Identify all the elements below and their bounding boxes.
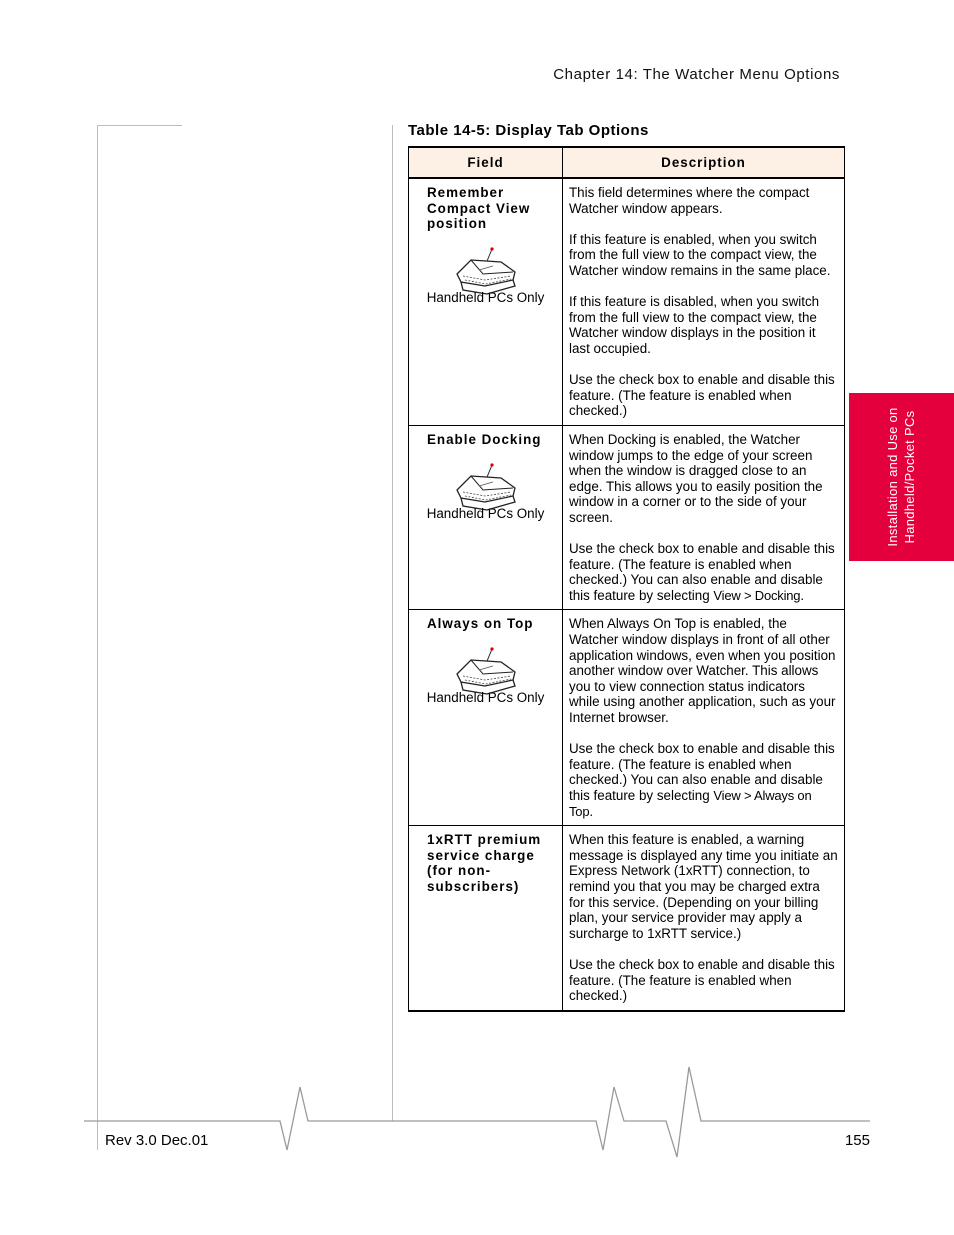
side-tab-line: Installation and Use on <box>885 407 900 547</box>
section-side-tab <box>849 393 954 561</box>
description-cell <box>563 610 845 826</box>
handheld-pc-icon <box>455 646 517 696</box>
description-paragraph: If this feature is disabled, when you switch from the full view to the compact view, the Watcher window displays in the position it last occupied. <box>569 294 820 356</box>
description-paragraph: When this feature is enabled, a warning message is displayed any time you initiate an Express Network (1xRTT) connection, to remind you that you may be charged extra for this service. (Depending on your billing plan, your service provider may apply a surcharge to 1xRTT service.) <box>569 832 838 941</box>
side-tab-label <box>884 407 918 546</box>
table-row <box>409 425 845 610</box>
footer-heartbeat-line <box>0 1060 954 1170</box>
handheld-badge <box>415 462 556 522</box>
handheld-pc-icon <box>455 246 517 296</box>
description-text: Use the check box to enable and disable this feature. (The feature is enabled when checked.) You can also enable and disable this feature by selecting <box>569 541 835 603</box>
column-header-field: Field <box>409 147 563 178</box>
table-row <box>409 610 845 826</box>
handheld-badge <box>415 646 556 706</box>
field-cell <box>409 425 563 610</box>
description-paragraph: When Always On Top is enabled, the Watcher window displays in front of all other application windows, even when you position another window over Watcher. This allows you to view connection status indicators while using another application, such as your Internet browser. <box>569 616 836 725</box>
handheld-label: Handheld PCs Only <box>426 289 545 305</box>
field-name: Remember Compact View position <box>427 185 531 232</box>
field-name: Always on Top <box>427 616 534 632</box>
field-name: Enable Docking <box>427 431 542 447</box>
description-paragraph: Use the check box to enable and disable this feature. (The feature is enabled when checked.) <box>569 956 835 1004</box>
description-paragraph <box>569 541 838 603</box>
frame-mid-line <box>392 125 393 1121</box>
menu-path: View > Always on Top <box>569 787 812 819</box>
field-name: 1xRTT premium service charge (for non-subscribers) <box>427 832 542 894</box>
description-text: Use the check box to enable and disable this feature. (The feature is enabled when checked.) You can also enable and disable this feature by selecting <box>569 741 835 803</box>
description-paragraph: When Docking is enabled, the Watcher window jumps to the edge of your screen when the window is dragged close to an edge. This allows you to easily position the window in a corner or to the side of your screen. <box>569 431 823 525</box>
chapter-header: Chapter 14: The Watcher Menu Options <box>553 66 840 83</box>
handheld-label: Handheld PCs Only <box>426 690 545 706</box>
footer-revision: Rev 3.0 Dec.01 <box>105 1132 209 1149</box>
handheld-pc-icon <box>455 462 517 512</box>
display-tab-options-table <box>408 146 845 1012</box>
description-text: . <box>800 587 805 603</box>
side-tab-line: Handheld/Pocket PCs <box>902 410 917 544</box>
table-header-row <box>409 147 845 178</box>
table-caption: Table 14-5: Display Tab Options <box>408 122 649 139</box>
menu-path: View > Docking <box>713 587 801 603</box>
description-paragraph <box>569 741 838 819</box>
table-row <box>409 178 845 425</box>
page-number: 155 <box>844 1132 870 1149</box>
table-row <box>409 826 845 1011</box>
description-cell <box>563 826 845 1011</box>
description-cell <box>563 178 845 425</box>
frame-top-line <box>98 125 182 126</box>
handheld-badge <box>415 246 556 306</box>
field-cell <box>409 826 563 1011</box>
field-cell <box>409 178 563 425</box>
frame-left-line <box>97 125 98 1150</box>
description-paragraph: Use the check box to enable and disable this feature. (The feature is enabled when checked.) <box>569 372 835 419</box>
description-paragraph: This field determines where the compact Watcher window appears. <box>569 185 810 216</box>
field-cell <box>409 610 563 826</box>
description-text: . <box>589 803 594 819</box>
handheld-label: Handheld PCs Only <box>426 505 545 521</box>
column-header-description: Description <box>563 147 845 178</box>
description-paragraph: If this feature is enabled, when you switch from the full view to the compact view, the Watcher window remains in the same place. <box>569 231 831 278</box>
description-cell <box>563 425 845 610</box>
